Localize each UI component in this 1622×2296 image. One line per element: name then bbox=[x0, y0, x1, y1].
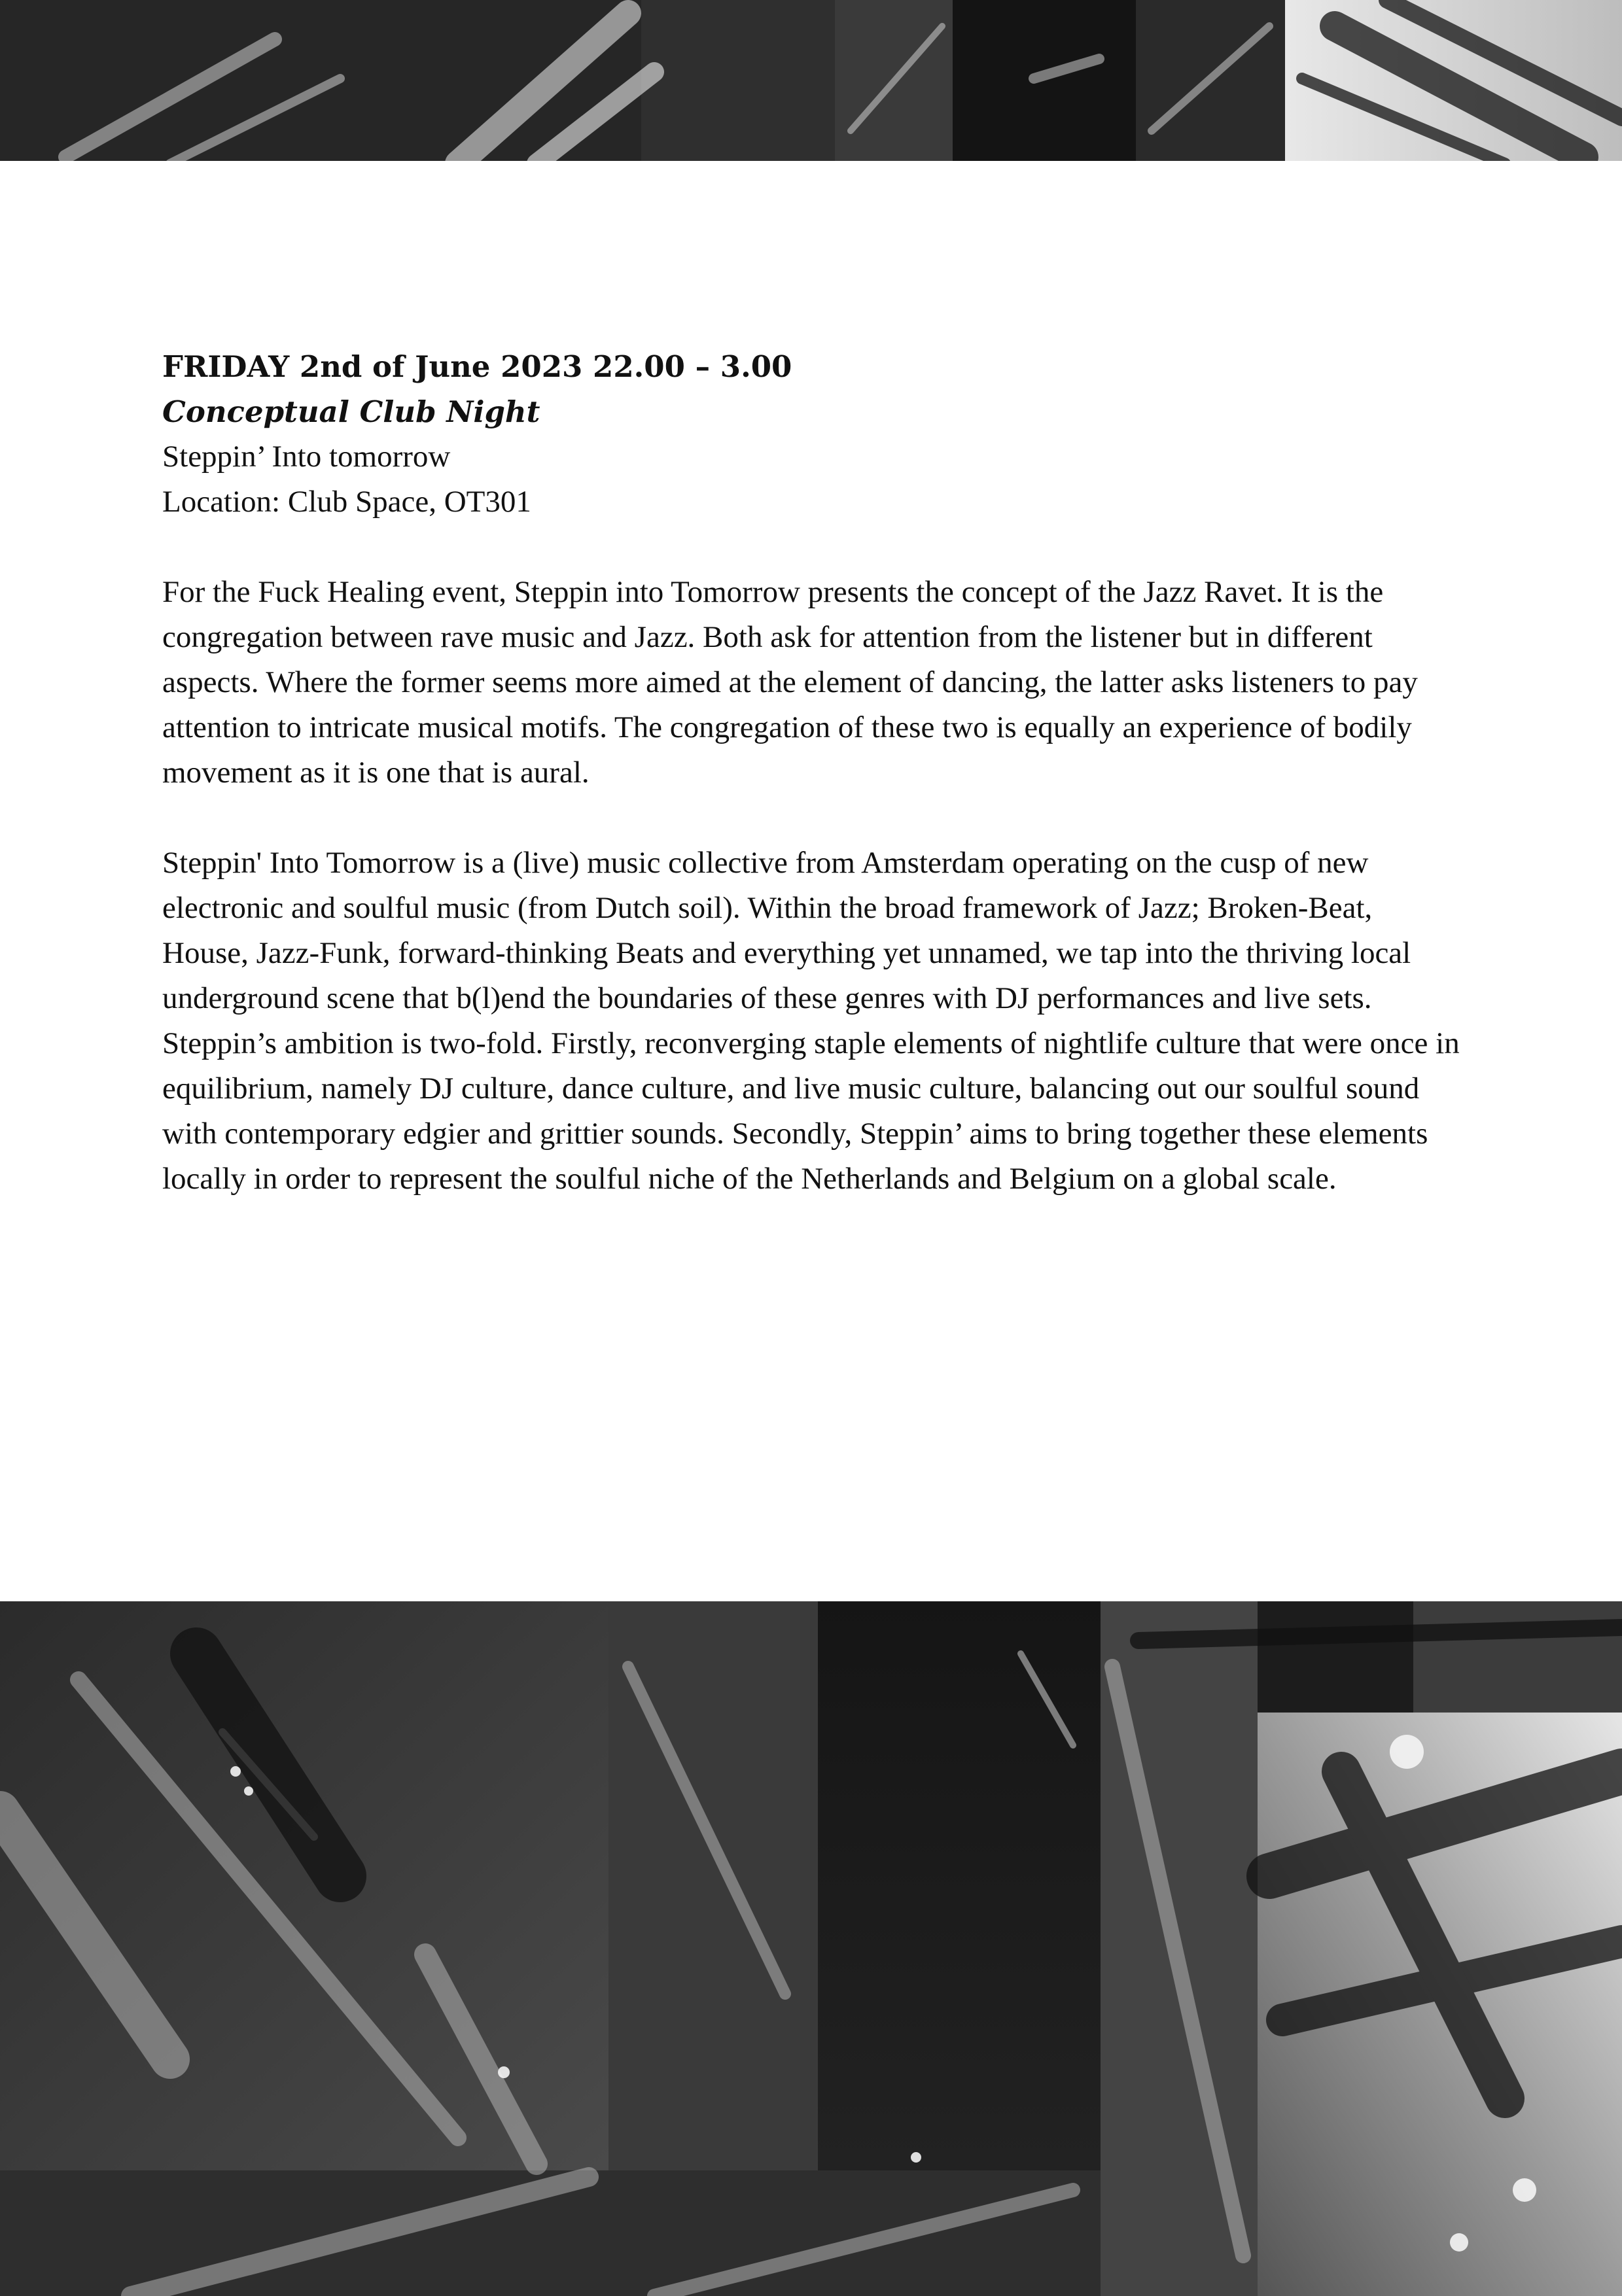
brush-stroke-collage-top bbox=[0, 0, 1622, 161]
paragraph-ambition: Steppin’s ambition is two-fold. Firstly, reconverging staple elements of nightlife culture that were once in equilibrium, namely DJ culture, dance culture, and live music culture, balancing out our soulful sound with contemporary edgier and grittier sounds. Secondly, Steppin’ aims to bring together these elements locally in order to represent the soulful niche of the Netherlands and Belgium on a global scale. bbox=[162, 1026, 1460, 1196]
event-location: Location: Club Space, OT301 bbox=[162, 485, 531, 519]
bottom-artwork-banner bbox=[0, 1601, 1622, 2296]
event-date-time: FRIDAY 2nd of June 2023 22.00 – 3.00 bbox=[162, 349, 792, 384]
event-name: Steppin’ Into tomorrow bbox=[162, 440, 451, 474]
spacer bbox=[162, 525, 1464, 570]
event-description bbox=[162, 344, 1464, 1202]
spacer bbox=[162, 795, 1464, 841]
event-subtitle: Conceptual Club Night bbox=[162, 394, 540, 429]
paragraph-collective: Steppin' Into Tomorrow is a (live) music collective from Amsterdam operating on the cusp of new electronic and soulful music (from Dutch soil). Within the broad framework of Jazz; Broken-Beat, House, Jazz-Funk, forward-thinking Beats and everything yet unnamed, we tap into the thriving local underground scene that b(l)end the boundaries of these genres with DJ performances and live sets. bbox=[162, 846, 1411, 1015]
top-artwork-banner bbox=[0, 0, 1622, 161]
brush-stroke-collage-bottom bbox=[0, 1601, 1622, 2296]
paragraph-jazz-ravet: For the Fuck Healing event, Steppin into Tomorrow presents the concept of the Jazz Ravet. It is the congregation between rave music and Jazz. Both ask for attention from the listener but in different aspects. Where the former seems more aimed at the element of dancing, the latter asks listeners to pay attention to intricate musical motifs. The congregation of these two is equally an experience of bodily movement as it is one that is aural. bbox=[162, 575, 1418, 790]
